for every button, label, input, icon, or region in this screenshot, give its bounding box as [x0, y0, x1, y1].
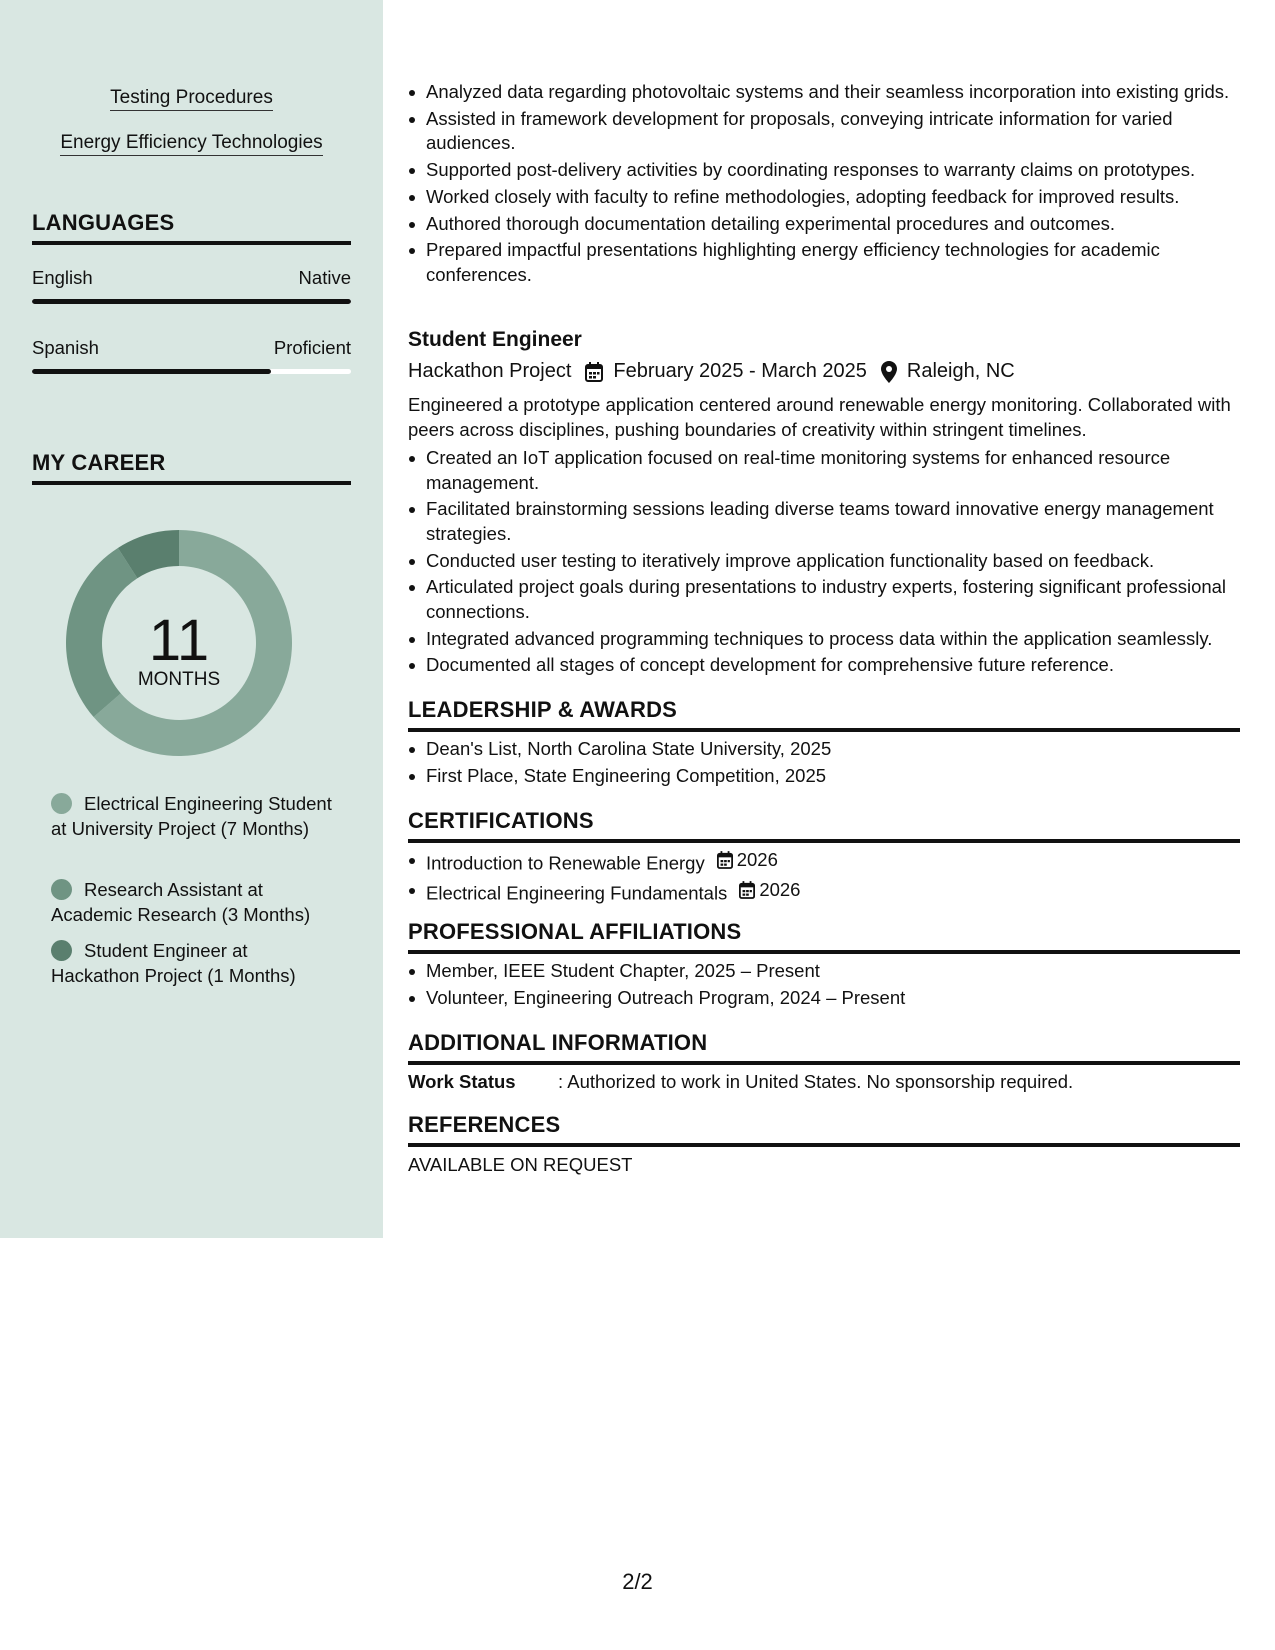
career-legend-item	[51, 877, 341, 927]
legend-label: Student Engineer at Hackathon Project (1 Months)	[51, 940, 296, 986]
bullet-item: Prepared impactful presentations highlighting energy efficiency technologies for academic conferences.	[426, 238, 1258, 287]
award-item: Dean's List, North Carolina State University, 2025	[426, 737, 1258, 762]
affiliations-heading: PROFESSIONAL AFFILIATIONS	[408, 919, 1240, 954]
work-status-value: : Authorized to work in United States. No sponsorship required.	[558, 1071, 1074, 1092]
career-donut-chart	[66, 530, 292, 756]
job-location: Raleigh, NC	[906, 360, 1015, 382]
job-bullets	[408, 446, 1258, 680]
donut-segment	[66, 548, 137, 717]
affiliation-item: Volunteer, Engineering Outreach Program, 2024 – Present	[426, 986, 1258, 1011]
certification-item	[426, 848, 1258, 876]
legend-dot	[51, 940, 72, 961]
certifications-list	[408, 848, 1258, 908]
language-row	[32, 337, 351, 359]
job-title: Student Engineer	[408, 328, 582, 351]
legend-label: Electrical Engineering Student at University Project (7 Months)	[51, 793, 332, 839]
bullet-item: Assisted in framework development for proposals, conveying intricate information for varied audiences.	[426, 107, 1258, 156]
bullet-item: Supported post-delivery activities by coordinating responses to warranty claims on prototypes.	[426, 158, 1258, 183]
job-description: Engineered a prototype application centered around renewable energy monitoring. Collaborated with peers across disciplines, pushing boundaries of creativity within stringent timelines.	[408, 394, 1231, 440]
career-legend-item	[51, 791, 341, 841]
career-legend-item	[51, 938, 341, 988]
bullet-item: Analyzed data regarding photovoltaic systems and their seamless incorporation into existing grids.	[426, 80, 1258, 105]
career-total-unit: MONTHS	[137, 669, 221, 690]
bullet-item: Documented all stages of concept development for comprehensive future reference.	[426, 653, 1258, 678]
job-company: Hackathon Project	[408, 360, 572, 382]
language-bar	[32, 369, 351, 374]
certification-year: 2026	[759, 879, 801, 901]
page-number: 2/2	[622, 1569, 653, 1594]
work-status-label: Work Status	[408, 1071, 516, 1092]
references-heading: REFERENCES	[408, 1112, 1240, 1147]
calendar-icon	[739, 881, 755, 899]
work-status-row	[408, 1071, 1240, 1093]
language-level: Native	[298, 267, 351, 288]
certifications-heading: CERTIFICATIONS	[408, 808, 1240, 843]
skill-item: Testing Procedures	[0, 87, 383, 109]
languages-heading: LANGUAGES	[32, 210, 351, 245]
certification-name: Electrical Engineering Fundamentals	[426, 882, 728, 904]
job-dates: February 2025 - March 2025	[613, 360, 867, 382]
certification-year: 2026	[736, 849, 778, 870]
award-item: First Place, State Engineering Competition, 2025	[426, 764, 1258, 789]
prev-job-bullets	[408, 80, 1258, 290]
language-level: Proficient	[273, 337, 351, 358]
language-bar-fill	[32, 299, 351, 304]
additional-info-heading: ADDITIONAL INFORMATION	[408, 1030, 1240, 1065]
certification-name: Introduction to Renewable Energy	[426, 852, 705, 874]
legend-dot	[51, 793, 72, 814]
career-heading: MY CAREER	[32, 450, 351, 485]
language-bar	[32, 299, 351, 304]
leadership-heading: LEADERSHIP & AWARDS	[408, 697, 1240, 732]
language-bar-fill	[32, 369, 271, 374]
legend-dot	[51, 879, 72, 900]
certification-item	[426, 878, 1258, 906]
bullet-item: Created an IoT application focused on real-time monitoring systems for enhanced resource management.	[426, 446, 1258, 495]
job-meta	[408, 360, 1240, 383]
legend-label: Research Assistant at Academic Research (3 Months)	[51, 879, 311, 925]
affiliation-item: Member, IEEE Student Chapter, 2025 – Present	[426, 959, 1258, 984]
sidebar	[0, 0, 383, 1238]
bullet-item: Worked closely with faculty to refine methodologies, adopting feedback for improved results.	[426, 185, 1258, 210]
affiliations-list	[408, 959, 1258, 1013]
skill-item: Energy Efficiency Technologies	[0, 132, 383, 154]
references-text: AVAILABLE ON REQUEST	[408, 1154, 633, 1175]
bullet-item: Facilitated brainstorming sessions leading diverse teams toward innovative energy management strategies.	[426, 497, 1258, 546]
location-pin-icon	[881, 361, 897, 383]
language-name: Spanish	[32, 337, 99, 358]
bullet-item: Articulated project goals during presentations to industry experts, fostering significant professional connections.	[426, 575, 1258, 624]
bullet-item: Authored thorough documentation detailing experimental procedures and outcomes.	[426, 212, 1258, 237]
language-row	[32, 267, 351, 289]
calendar-icon	[717, 851, 733, 869]
language-name: English	[32, 267, 93, 288]
bullet-item: Conducted user testing to iteratively improve application functionality based on feedback.	[426, 549, 1258, 574]
bullet-item: Integrated advanced programming techniques to process data within the application seamlessly.	[426, 627, 1258, 652]
calendar-icon	[585, 362, 603, 382]
leadership-list	[408, 737, 1258, 791]
career-total-number: 11	[148, 608, 210, 673]
